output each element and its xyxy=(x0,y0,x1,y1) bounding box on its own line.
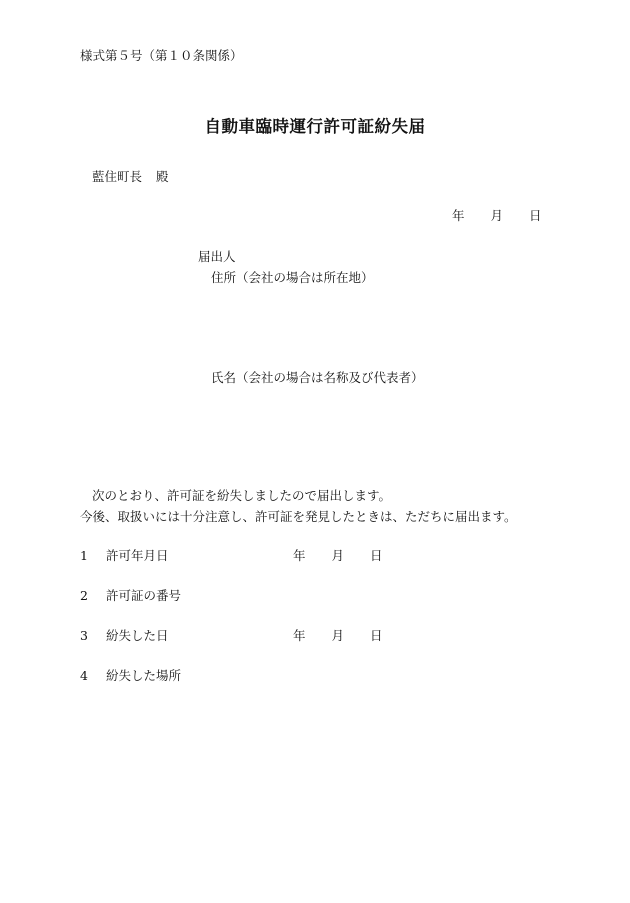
date-day-label: 日 xyxy=(529,208,542,223)
item-month-label: 月 xyxy=(331,548,345,563)
item-year-label: 年 xyxy=(293,548,306,563)
form-number: 様式第５号（第１０条関係） xyxy=(80,48,243,63)
applicant-label: 届出人 xyxy=(198,249,236,264)
addressee-name: 藍住町長 xyxy=(92,169,143,184)
item-number: 2 xyxy=(80,588,88,603)
item-loss-place xyxy=(0,670,630,686)
item-day-label: 日 xyxy=(370,628,383,643)
item-label: 許可年月日 xyxy=(106,548,169,563)
addressee xyxy=(92,171,169,184)
item-year-label: 年 xyxy=(293,628,306,643)
item-label: 紛失した日 xyxy=(106,628,169,643)
item-loss-date xyxy=(0,630,630,646)
item-date-fields xyxy=(293,630,383,643)
item-number: 1 xyxy=(80,548,88,563)
applicant-name-label: 氏名（会社の場合は名称及び代表者） xyxy=(211,370,424,385)
date-month-label: 月 xyxy=(490,208,504,223)
item-permit-date xyxy=(0,550,630,566)
date-year-label: 年 xyxy=(452,208,465,223)
submission-date-line xyxy=(452,210,542,223)
page-title: 自動車臨時運行許可証紛失届 xyxy=(204,117,426,136)
body-text-line-1: 次のとおり、許可証を紛失しましたので届出します。 xyxy=(92,488,392,503)
item-number: 4 xyxy=(80,668,88,683)
item-label: 許可証の番号 xyxy=(106,588,182,603)
item-label: 紛失した場所 xyxy=(106,668,182,683)
item-day-label: 日 xyxy=(370,548,383,563)
item-number: 3 xyxy=(80,628,88,643)
applicant-address-label: 住所（会社の場合は所在地） xyxy=(211,270,374,285)
item-month-label: 月 xyxy=(331,628,345,643)
item-permit-number xyxy=(0,590,630,606)
item-date-fields xyxy=(293,550,383,563)
addressee-honorific: 殿 xyxy=(156,169,169,184)
body-text-line-2: 今後、取扱いには十分注意し、許可証を発見したときは、ただちに届出ます。 xyxy=(80,509,517,524)
